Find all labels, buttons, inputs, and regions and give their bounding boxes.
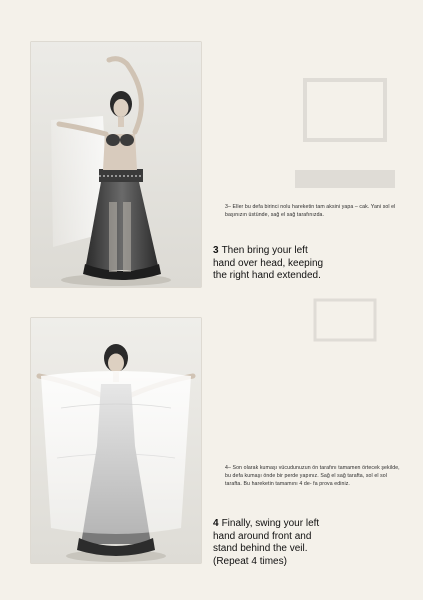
dancer-photo-step-3 bbox=[31, 42, 201, 287]
step-3-instruction: Then bring your left hand over head, keeping the right hand extended. bbox=[213, 245, 324, 281]
step-3-number: 3 bbox=[213, 245, 219, 256]
step-3-english-caption bbox=[213, 245, 403, 283]
dancer-photo-step-4 bbox=[31, 318, 201, 563]
step-4-number: 4 bbox=[213, 518, 219, 529]
step-4-instruction: Finally, swing your left hand around front and stand behind the veil. (Repeat 4 times) bbox=[213, 518, 320, 567]
step-4-english-caption bbox=[213, 518, 403, 568]
step-3-turkish-caption: 3– Eller bu defa birinci nolu hareketin tam aksini yapa – cak. Yani sol el başınızın üstünde, sağ el sağ tarafınızda. bbox=[225, 204, 396, 218]
step-4-turkish-caption: 4– Son olarak kumaşı vücudunuzun ön tarafını tamamen örtecek şekilde, bu defa kumaşı önde bir perde yapınız. Sağ el sağ tarafta, sol el sol tarafta. Bu hareketin tamamını 4 de- fa prova ediniz. bbox=[225, 465, 400, 487]
